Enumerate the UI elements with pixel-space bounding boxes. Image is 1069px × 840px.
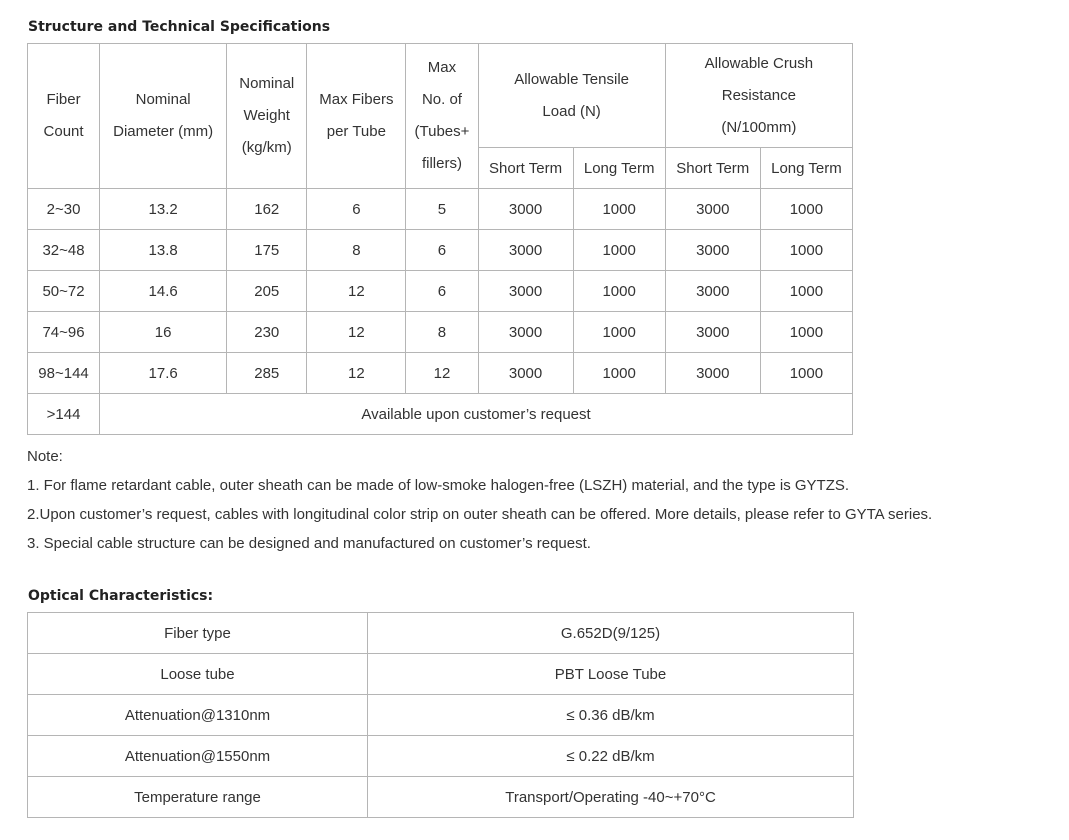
optical-table xyxy=(27,612,854,818)
property-label-cell: Attenuation@1310nm xyxy=(28,695,368,736)
crush-long-cell: 1000 xyxy=(760,312,852,353)
request-note-cell: Available upon customer’s request xyxy=(100,394,853,435)
nominal-weight-cell: 162 xyxy=(227,189,307,230)
max-tubes-cell: 12 xyxy=(406,353,478,394)
max-fibers-cell: 12 xyxy=(307,271,406,312)
tensile-long-cell: 1000 xyxy=(573,271,665,312)
table-row xyxy=(28,312,853,353)
fiber-count-cell: 50~72 xyxy=(28,271,100,312)
nominal-weight-cell: 230 xyxy=(227,312,307,353)
fiber-count-cell: 98~144 xyxy=(28,353,100,394)
header-tensile-long-term: Long Term xyxy=(573,148,665,189)
header-tensile-short-term: Short Term xyxy=(478,148,573,189)
property-value-cell: ≤ 0.22 dB/km xyxy=(368,736,854,777)
max-fibers-cell: 8 xyxy=(307,230,406,271)
fiber-count-cell: 32~48 xyxy=(28,230,100,271)
crush-long-cell: 1000 xyxy=(760,189,852,230)
crush-short-cell: 3000 xyxy=(665,271,760,312)
table-row xyxy=(28,353,853,394)
property-label-cell: Temperature range xyxy=(28,777,368,818)
table-row xyxy=(28,695,854,736)
table-row xyxy=(28,394,853,435)
table-row xyxy=(28,189,853,230)
optical-heading: Optical Characteristics: xyxy=(28,588,214,604)
fiber-count-cell: 74~96 xyxy=(28,312,100,353)
property-label-cell: Attenuation@1550nm xyxy=(28,736,368,777)
table-row xyxy=(28,736,854,777)
nominal-diameter-cell: 13.8 xyxy=(100,230,227,271)
header-tensile-load: Allowable Tensile Load (N) xyxy=(478,44,665,148)
tensile-short-cell: 3000 xyxy=(478,230,573,271)
crush-short-cell: 3000 xyxy=(665,353,760,394)
crush-short-cell: 3000 xyxy=(665,312,760,353)
table-row xyxy=(28,654,854,695)
max-fibers-cell: 12 xyxy=(307,353,406,394)
nominal-weight-cell: 175 xyxy=(227,230,307,271)
notes xyxy=(27,442,932,558)
note-item: 2.Upon customer’s request, cables with longitudinal color strip on outer sheath can be offered. More details, please refer to GYTA series. xyxy=(27,506,933,523)
property-value-cell: G.652D(9/125) xyxy=(368,613,854,654)
tensile-long-cell: 1000 xyxy=(573,189,665,230)
crush-long-cell: 1000 xyxy=(760,230,852,271)
header-max-no-tubes: Max No. of (Tubes+ fillers) xyxy=(406,44,478,189)
max-tubes-cell: 5 xyxy=(406,189,478,230)
table-row xyxy=(28,230,853,271)
fiber-count-cell: >144 xyxy=(28,394,100,435)
note-item: 1. For flame retardant cable, outer sheath can be made of low-smoke halogen-free (LSZH) material, and the type is GYTZS. xyxy=(27,477,850,494)
notes-title: Note: xyxy=(27,448,63,465)
nominal-diameter-cell: 17.6 xyxy=(100,353,227,394)
property-value-cell: Transport/Operating -40~+70°C xyxy=(368,777,854,818)
tensile-long-cell: 1000 xyxy=(573,353,665,394)
nominal-diameter-cell: 13.2 xyxy=(100,189,227,230)
nominal-diameter-cell: 14.6 xyxy=(100,271,227,312)
header-max-fibers: Max Fibers per Tube xyxy=(307,44,406,189)
spec-heading: Structure and Technical Specifications xyxy=(28,19,331,35)
property-label-cell: Loose tube xyxy=(28,654,368,695)
table-row xyxy=(28,777,854,818)
max-tubes-cell: 6 xyxy=(406,230,478,271)
header-nominal-weight: Nominal Weight (kg/km) xyxy=(227,44,307,189)
header-fiber-count: Fiber Count xyxy=(28,44,100,189)
property-value-cell: ≤ 0.36 dB/km xyxy=(368,695,854,736)
max-fibers-cell: 6 xyxy=(307,189,406,230)
crush-short-cell: 3000 xyxy=(665,230,760,271)
nominal-diameter-cell: 16 xyxy=(100,312,227,353)
max-tubes-cell: 6 xyxy=(406,271,478,312)
tensile-short-cell: 3000 xyxy=(478,353,573,394)
nominal-weight-cell: 285 xyxy=(227,353,307,394)
tensile-long-cell: 1000 xyxy=(573,230,665,271)
tensile-short-cell: 3000 xyxy=(478,271,573,312)
header-nominal-diameter: Nominal Diameter (mm) xyxy=(100,44,227,189)
crush-long-cell: 1000 xyxy=(760,353,852,394)
tensile-short-cell: 3000 xyxy=(478,189,573,230)
tensile-long-cell: 1000 xyxy=(573,312,665,353)
crush-long-cell: 1000 xyxy=(760,271,852,312)
property-value-cell: PBT Loose Tube xyxy=(368,654,854,695)
header-crush-resistance: Allowable Crush Resistance (N/100mm) xyxy=(665,44,852,148)
crush-short-cell: 3000 xyxy=(665,189,760,230)
table-row xyxy=(28,271,853,312)
max-tubes-cell: 8 xyxy=(406,312,478,353)
fiber-count-cell: 2~30 xyxy=(28,189,100,230)
tensile-short-cell: 3000 xyxy=(478,312,573,353)
header-crush-short-term: Short Term xyxy=(665,148,760,189)
note-item: 3. Special cable structure can be designed and manufactured on customer’s request. xyxy=(27,535,591,552)
table-row xyxy=(28,613,854,654)
spec-table xyxy=(27,43,853,435)
max-fibers-cell: 12 xyxy=(307,312,406,353)
header-crush-long-term: Long Term xyxy=(760,148,852,189)
property-label-cell: Fiber type xyxy=(28,613,368,654)
nominal-weight-cell: 205 xyxy=(227,271,307,312)
